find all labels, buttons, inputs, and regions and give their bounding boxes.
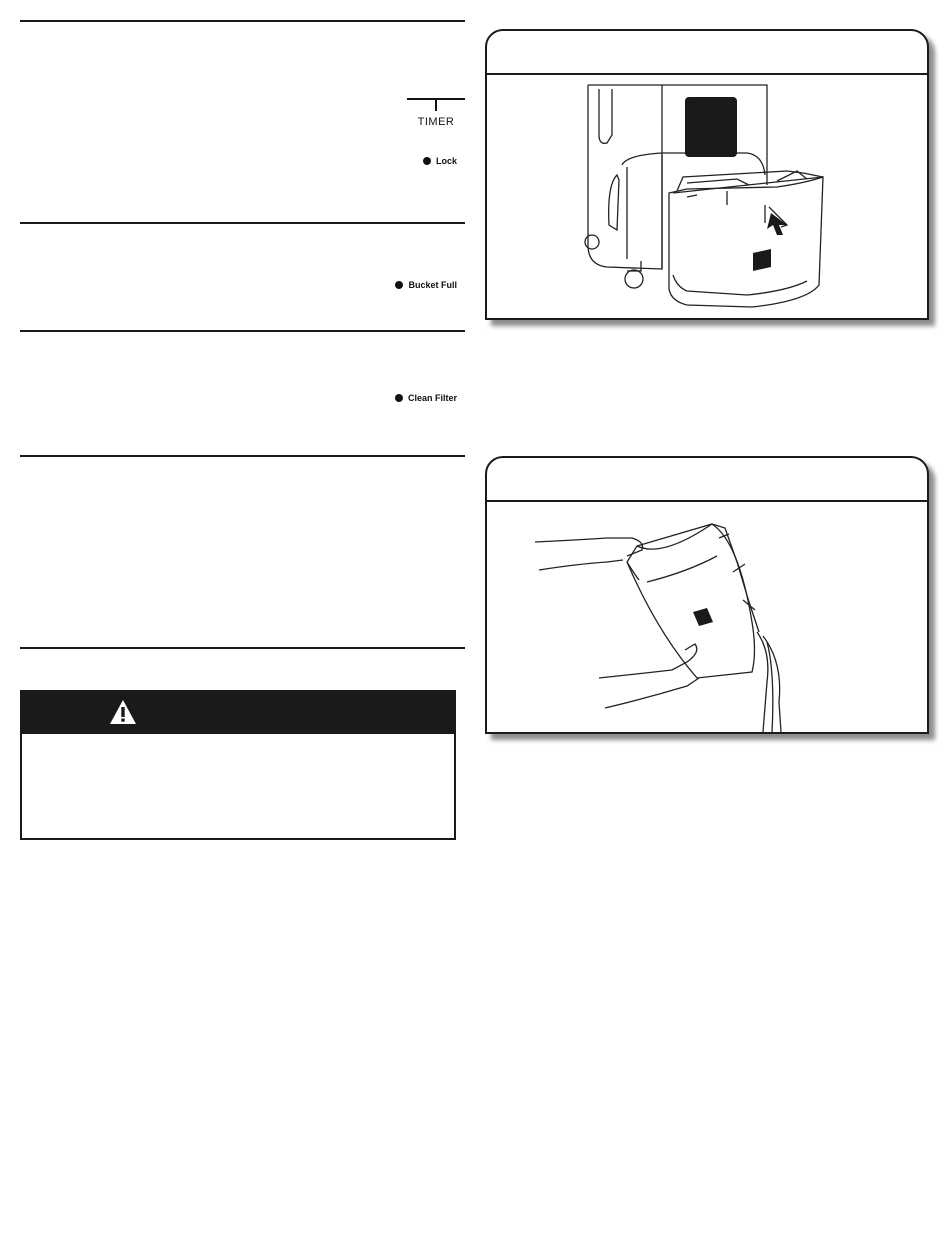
section-divider [20, 20, 465, 22]
figure-header [487, 31, 927, 75]
warning-header [22, 692, 454, 734]
clean-filter-label: Clean Filter [407, 393, 457, 403]
section-divider [20, 647, 465, 649]
warning-triangle-icon [108, 698, 138, 726]
bucket-full-light-icon [395, 281, 403, 289]
clean-filter-light-icon [395, 394, 403, 402]
lock-indicator [423, 156, 457, 166]
dehumidifier-illustration [487, 75, 927, 320]
bucket-full-label: Bucket Full [408, 280, 457, 290]
lock-label: Lock [435, 156, 457, 166]
section-divider [20, 330, 465, 332]
figure-bucket-emptying [485, 456, 929, 734]
emptying-bucket-illustration [487, 502, 927, 732]
warning-box [20, 690, 456, 840]
figure-header [487, 458, 927, 502]
lock-light-icon [423, 157, 431, 165]
bucket-full-indicator [395, 280, 457, 290]
section-divider [20, 455, 465, 457]
figure-bucket-removal [485, 29, 929, 320]
section-divider [20, 222, 465, 224]
timer-indicator [407, 98, 465, 132]
clean-filter-indicator [395, 393, 457, 403]
timer-label: TIMER [417, 116, 455, 128]
timer-bracket-stem [435, 98, 437, 111]
